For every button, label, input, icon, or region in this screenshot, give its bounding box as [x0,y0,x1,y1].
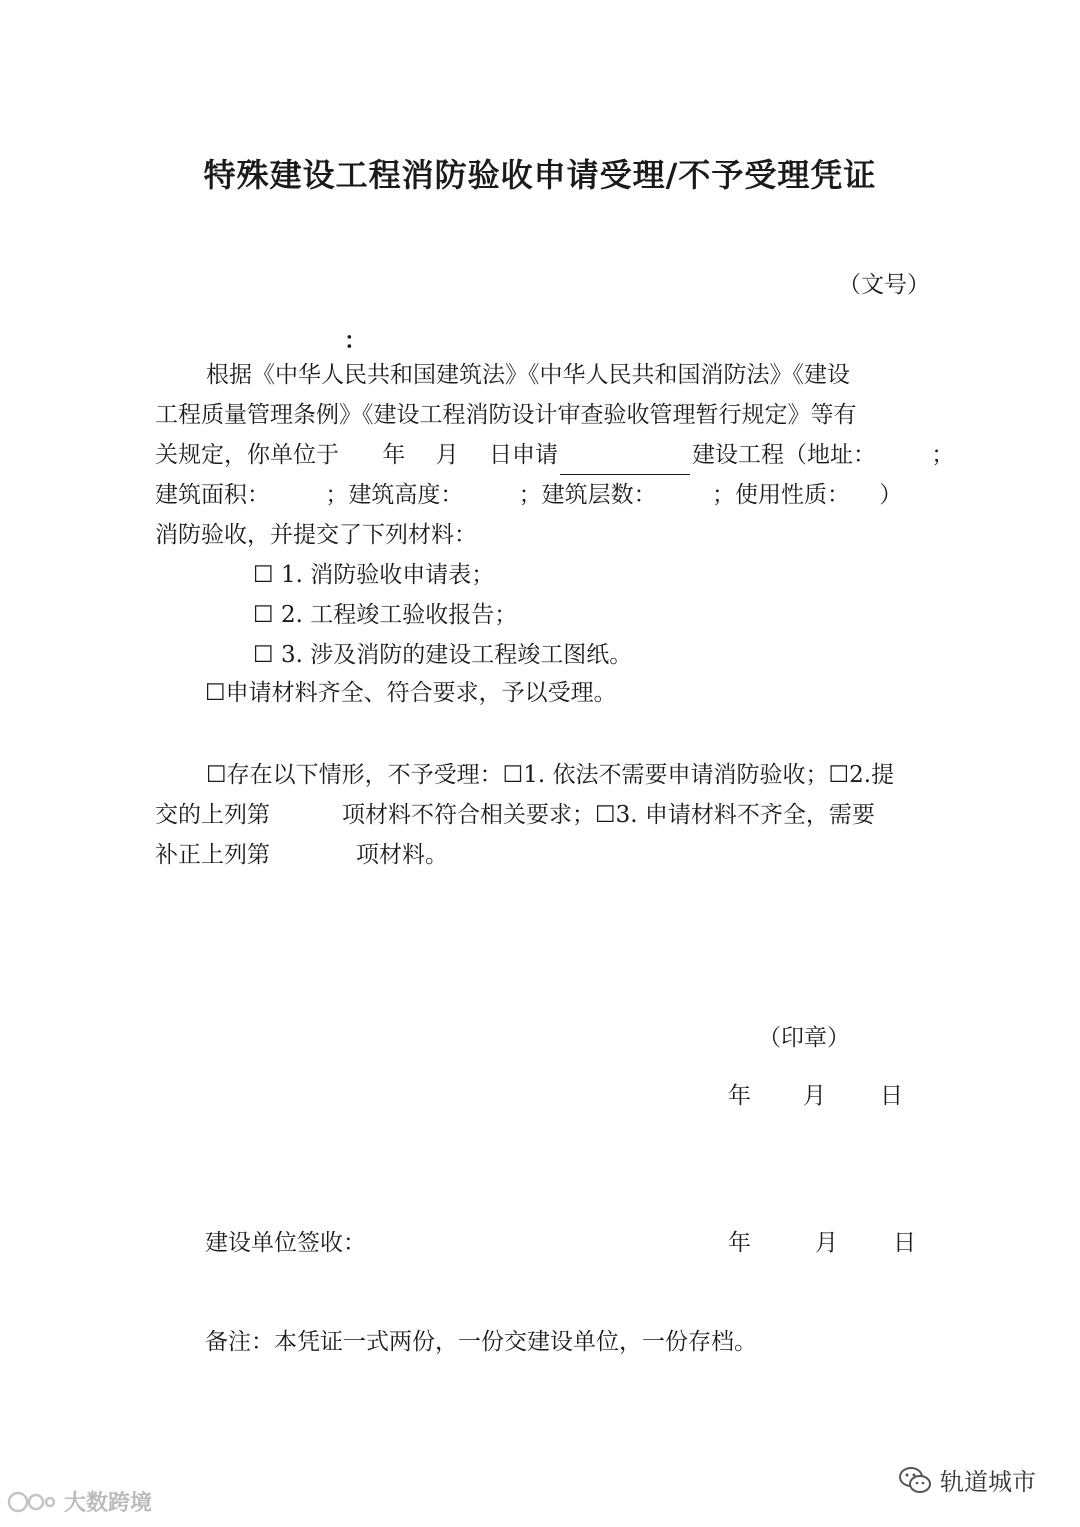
addressee-colon: ： [344,327,367,354]
checkbox-icon: ☐ [595,802,616,828]
page-title: 特殊建设工程消防验收申请受理/不予受理凭证 [203,156,877,194]
checkbox-icon: ☐ [253,602,274,628]
area-label: 建筑面积： [155,482,270,508]
document-number: （文号） [838,272,930,298]
reject-case-2-text: 项材料不符合相关要求； [342,802,595,828]
watermark-right [898,1462,1036,1497]
checkbox-icon: ☐ [828,762,850,788]
checkbox-icon: ☐ [253,562,274,588]
reject-case-2-prefix: 交的上列第 [155,802,270,828]
accept-line [205,673,617,713]
watermark-right-text: 轨道城市 [940,1468,1036,1496]
intro-line-3-start: 关规定，你单位于 [155,442,339,468]
watermark-logo-icon [6,1489,56,1515]
usage-label: ；使用性质： [711,482,850,508]
reject-paragraph [155,755,935,875]
intro-line-5: 消防验收，并提交了下列材料： [155,522,477,548]
issue-year-label: 年 [728,1083,751,1109]
watermark-left-text: 大数跨境 [64,1491,153,1516]
project-name-blank [560,450,690,475]
material-label: 3. 涉及消防的建设工程竣工图纸。 [280,642,633,668]
reject-line-1 [206,755,894,795]
apply-day-label: 日申请 [488,442,558,468]
checkbox-icon: ☐ [205,680,226,706]
reject-intro: 存在以下情形，不予受理： [226,762,503,788]
wechat-icon [898,1465,932,1495]
sign-day-label: 日 [893,1230,916,1256]
note-text: 备注：本凭证一式两份，一份交建设单位，一份存档。 [205,1329,757,1355]
intro-line-1: 根据《中华人民共和国建筑法》《中华人民共和国消防法》《建设 [206,362,850,388]
intro-line-4 [155,475,902,515]
sign-year-label: 年 [728,1230,751,1256]
sign-label: 建设单位签收： [205,1230,366,1256]
material-label: 2. 工程竣工验收报告； [280,602,518,628]
floors-label: ；建筑层数： [518,482,657,508]
material-item [253,635,632,675]
intro-paragraph [155,355,955,555]
apply-year-label: 年 [382,442,406,468]
issue-day-label: 日 [880,1083,903,1109]
apply-month-label: 月 [435,442,459,468]
reject-case-2-start: 2.提 [849,762,895,788]
checkbox-icon: ☐ [206,762,227,788]
reject-case-1: 1. 依法不需要申请消防验收； [523,762,829,788]
material-item [253,595,517,635]
usage-close: ） [879,482,903,508]
project-address-label: 建设工程（地址： [691,442,876,468]
height-label: ；建筑高度： [325,482,464,508]
address-end-semicolon: ； [931,442,955,468]
intro-line-3 [155,435,954,475]
accept-text: 申请材料齐全、符合要求，予以受理。 [225,680,617,706]
seal-label: （印章） [758,1025,850,1051]
material-label: 1. 消防验收申请表； [280,562,495,588]
reject-case-3: 3. 申请材料不齐全，需要 [615,802,875,828]
reject-line-2 [155,795,875,835]
reject-line-3 [155,835,448,875]
reject-case-3-text: 项材料。 [356,842,448,868]
intro-line-2: 工程质量管理条例》《建设工程消防设计审查验收管理暂行规定》等有 [155,402,857,428]
sign-month-label: 月 [815,1230,838,1256]
issue-month-label: 月 [803,1083,826,1109]
material-item [253,555,494,595]
watermark-left [6,1486,152,1517]
checkbox-icon: ☐ [502,762,524,788]
checkbox-icon: ☐ [253,642,274,668]
reject-case-3-prefix: 补正上列第 [155,842,270,868]
